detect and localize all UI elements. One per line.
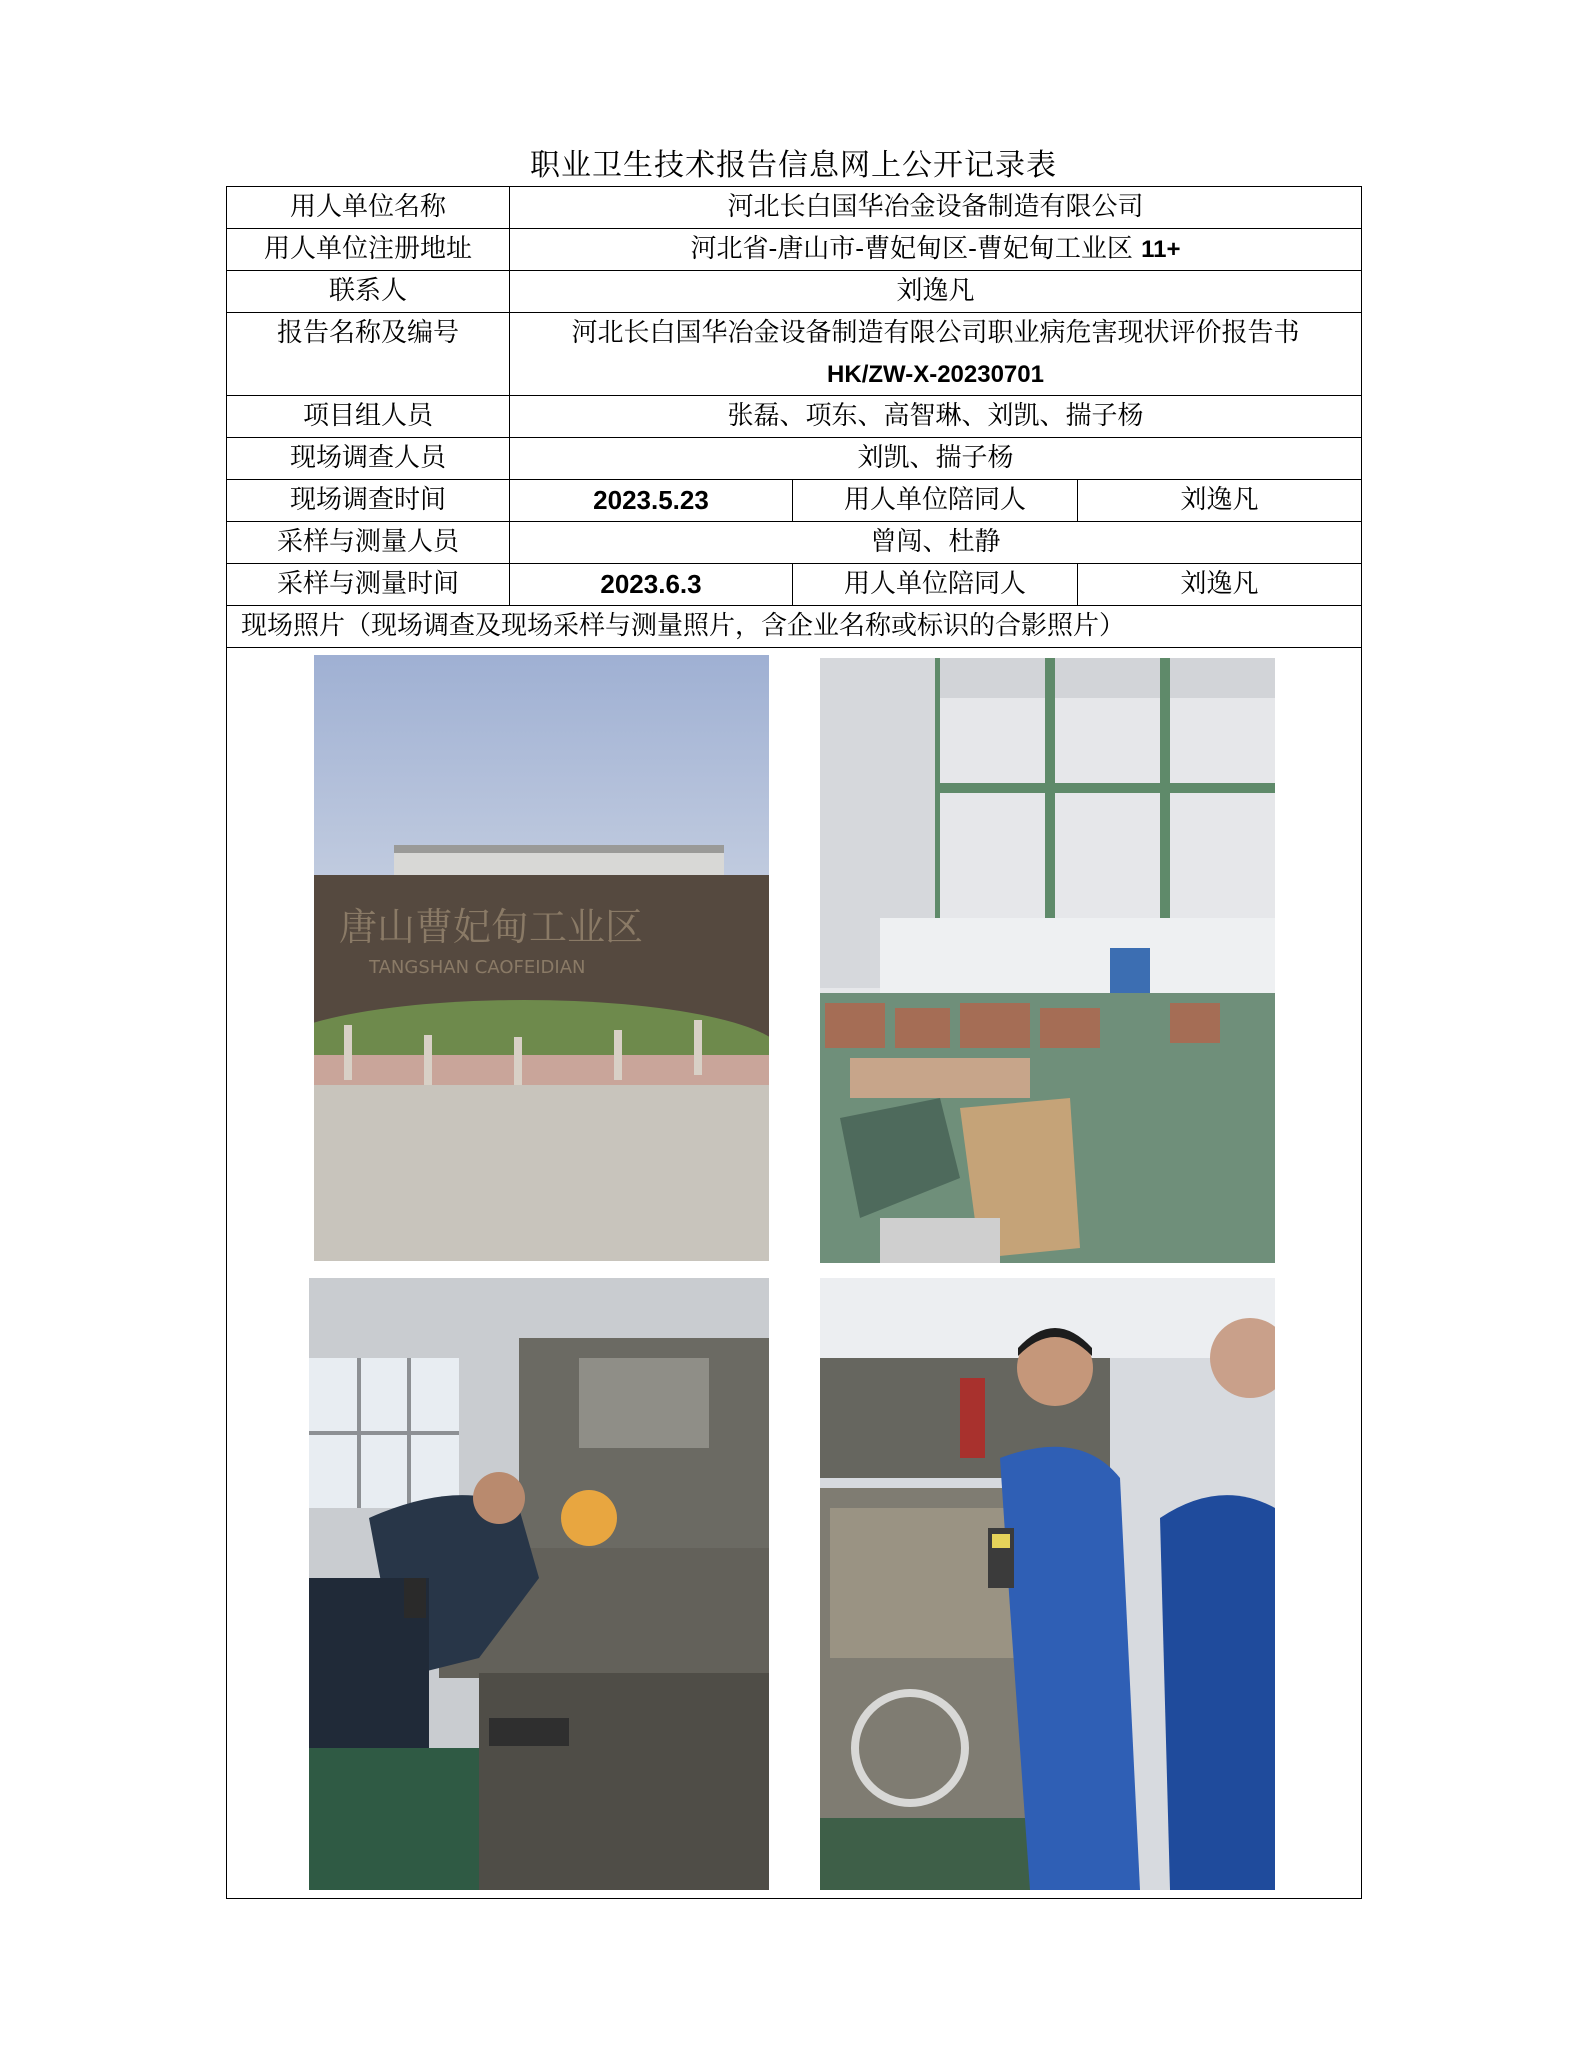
team-label: 项目组人员 — [227, 396, 510, 438]
sampling-staff-label: 采样与测量人员 — [227, 522, 510, 564]
survey-staff-label: 现场调查人员 — [227, 438, 510, 480]
row-photos-header — [227, 606, 1362, 648]
sampling-escort-label: 用人单位陪同人 — [793, 564, 1078, 606]
row-contact — [227, 271, 1362, 313]
sampling-escort-value: 刘逸凡 — [1078, 564, 1362, 606]
row-employer — [227, 187, 1362, 229]
photos-cell — [227, 648, 1362, 1899]
gate-sign-english: TANGSHAN CAOFEIDIAN — [369, 957, 586, 978]
sampling-time-label: 采样与测量时间 — [227, 564, 510, 606]
report-cell — [510, 313, 1362, 396]
gate-sign-chinese: 唐山曹妃甸工业区 — [339, 905, 644, 949]
photo-workshop — [820, 658, 1275, 1263]
address-value: 河北省-唐山市-曹妃甸区-曹妃甸工业区 — [690, 234, 1133, 264]
sampling-time-value: 2023.6.3 — [510, 564, 793, 606]
survey-escort-label: 用人单位陪同人 — [793, 480, 1078, 522]
row-sampling-staff — [227, 522, 1362, 564]
document-title: 职业卫生技术报告信息网上公开记录表 — [530, 148, 1057, 183]
row-survey-time — [227, 480, 1362, 522]
photos-label: 现场照片（现场调查及现场采样与测量照片，含企业名称或标识的合影照片） — [227, 606, 1362, 648]
row-survey-staff — [227, 438, 1362, 480]
row-report — [227, 313, 1362, 396]
photo-machine-measurement-2 — [820, 1278, 1275, 1890]
report-code: HK/ZW-X-20230701 — [827, 361, 1044, 388]
address-cell — [510, 229, 1362, 271]
photo-machine-measurement-1 — [309, 1278, 769, 1890]
photo-gate-sign — [314, 655, 769, 1261]
employer-value: 河北长白国华冶金设备制造有限公司 — [510, 187, 1362, 229]
address-number: 11+ — [1141, 236, 1181, 263]
sampling-staff-value: 曾闯、杜静 — [510, 522, 1362, 564]
row-team — [227, 396, 1362, 438]
report-label: 报告名称及编号 — [227, 313, 510, 396]
contact-label: 联系人 — [227, 271, 510, 313]
row-sampling-time — [227, 564, 1362, 606]
address-label: 用人单位注册地址 — [227, 229, 510, 271]
survey-time-label: 现场调查时间 — [227, 480, 510, 522]
record-table — [226, 186, 1362, 1899]
survey-staff-value: 刘凯、揣子杨 — [510, 438, 1362, 480]
team-value: 张磊、项东、高智琳、刘凯、揣子杨 — [510, 396, 1362, 438]
survey-escort-value: 刘逸凡 — [1078, 480, 1362, 522]
employer-label: 用人单位名称 — [227, 187, 510, 229]
row-address — [227, 229, 1362, 271]
survey-time-value: 2023.5.23 — [510, 480, 793, 522]
contact-value: 刘逸凡 — [510, 271, 1362, 313]
row-photos — [227, 648, 1362, 1899]
report-name: 河北长白国华冶金设备制造有限公司职业病危害现状评价报告书 — [571, 318, 1300, 348]
